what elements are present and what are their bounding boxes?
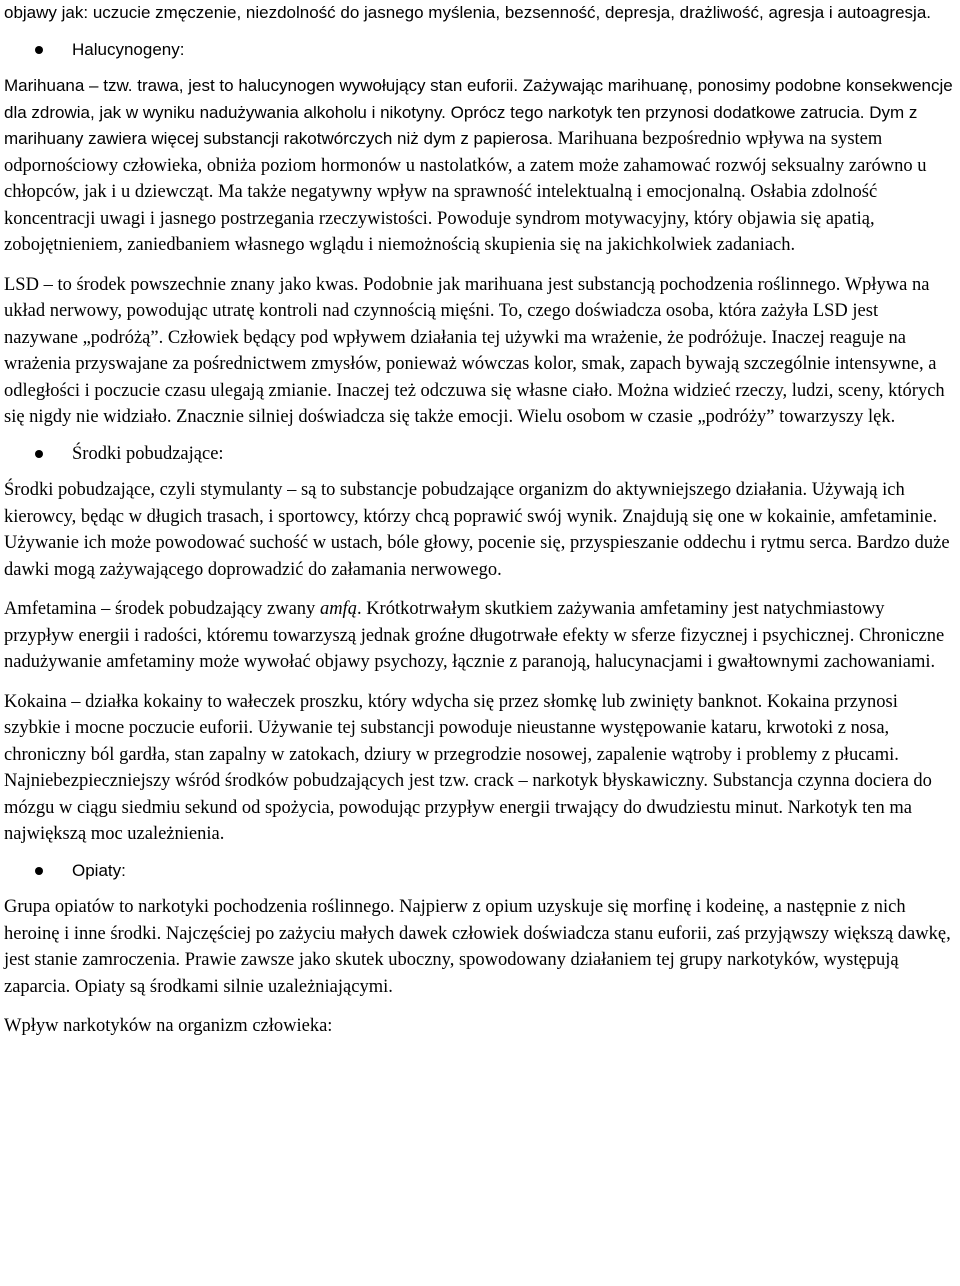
- bullet-dot-icon: [35, 46, 43, 54]
- document-page: [4, 0, 956, 1040]
- paragraph-stymulanty: Środki pobudzające, czyli stymulanty – są to substancje pobudzające organizm do aktywniejszego działania. Używają ich kierowcy, będąc w długich trasach, i sportowcy, którzy chcą poprawić swój wynik. Znajdują się one w kokainie, amfetaminie. Używanie ich może powodować suchość w ustach, bóle głowy, pocenie się, przyspieszanie oddechu i rytmu serca. Bardzo duże dawki mogą zażywającego doprowadzić do załamania nerwowego.: [4, 480, 950, 580]
- amfetamina-emphasis: amfą: [319, 599, 357, 619]
- paragraph-wplyw: Wpływ narkotyków na organizm człowieka:: [4, 1016, 333, 1036]
- amfetamina-text-after: . Krótkotrwałym skutkiem zażywania amfetaminy jest natychmiastowy przypływ energii i radości, któremu towarzyszą jednak groźne długotrwałe efekty w sferze fizycznej i psychicznej. Chroniczne nadużywanie amfetaminy może wywołać objawy psychozy, łącznie z paranoją, halucynacjami i gwałtownymi zachowaniami.: [4, 599, 945, 672]
- paragraph-marihuana: [4, 73, 956, 259]
- paragraph-intro: objawy jak: uczucie zmęczenie, niezdolność do jasnego myślenia, bezsenność, depresja, drażliwość, agresja i autoagresja.: [4, 3, 931, 22]
- marihuana-serif-text: Marihuana bezpośrednio wpływa na system odpornościowy człowieka, obniża poziom hormonów u nastolatków, a zatem może zahamować rozwój seksualny zarówno u chłopców, jak i u dziewcząt. Ma także negatywny wpływ na sprawność intelektualną i emocjonalną. Osłabia zdolność koncentracji uwagi i jasnego postrzegania rzeczywistości. Powoduje syndrom motywacyjny, który objawia się apatią, zobojętnieniem, zaniedbaniem własnego wglądu i niemożnością skupienia się na jakichkolwiek zadaniach.: [4, 129, 927, 255]
- bullet-srodki-pobudzajace: [4, 441, 956, 468]
- paragraph-lsd: LSD – to środek powszechnie znany jako kwas. Podobnie jak marihuana jest substancją pochodzenia roślinnego. Wpływa na układ nerwowy, powodując utratę kontroli nad czynnością mięśni. To, czego doświadcza osoba, która zażyła LSD jest nazywane „podróżą”. Człowiek będący pod wpływem działania tej używki ma wrażenie, że podróżuje. Inaczej reaguje na wrażenia przyswajane za pośrednictwem zmysłów, ponieważ wówczas kolor, smak, zapach bywają szczególnie intensywne, a odległości i poczucie czasu ulegają zmianie. Inaczej też odczuwa się własne ciało. Można widzieć rzeczy, ludzi, sceny, których się nigdy nie widziało. Znacznie silniej doświadcza się także emocji. Wielu osobom w czasie „podróży” towarzyszy lęk.: [4, 274, 945, 427]
- amfetamina-text-before: Amfetamina – środek pobudzający zwany: [4, 599, 320, 619]
- bullet-halucynogeny: [4, 37, 956, 64]
- paragraph-opiaty: Grupa opiatów to narkotyki pochodzenia roślinnego. Najpierw z opium uzyskuje się morfinę i kodeinę, a następnie z nich heroinę i inne środki. Najczęściej po zażyciu małych dawek człowiek doświadcza stanu euforii, zaś przyjąwszy większą dawkę, jest stanie zamroczenia. Prawie zawsze jako skutek uboczny, spowodowany działaniem tej grupy narkotyków, występują zaparcia. Opiaty są środkami silnie uzależniającymi.: [4, 897, 951, 997]
- paragraph-amfetamina: [4, 596, 956, 676]
- paragraph-kokaina: Kokaina – działka kokainy to wałeczek proszku, który wdycha się przez słomkę lub zwinięty banknot. Kokaina przynosi szybkie i mocne poczucie euforii. Używanie tej substancji powoduje nieustanne występowanie kataru, krwotoki z nosa, chroniczny ból gardła, stan zapalny w zatokach, dziury w przegrodzie nosowej, zapalenie wątroby i problemy z płucami. Najniebezpieczniejszy wśród środków pobudzających jest tzw. crack – narkotyk błyskawiczny. Substancja czynna dociera do mózgu w ciągu siedmiu sekund od spożycia, powodując przypływ energii trwający do dwudziestu minut. Narkotyk ten ma największą moc uzależnienia.: [4, 691, 932, 844]
- bullet-opiaty: [4, 858, 956, 885]
- marihuana-sans-text: Marihuana – tzw. trawa, jest to halucynogen wywołujący stan euforii. Zażywając marihuanę, ponosimy podobne konsekwencje dla zdrowia, jak w wyniku nadużywania alkoholu i nikotyny. Oprócz tego narkotyk ten przynosi dodatkowe zatrucia. Dym z marihuany zawiera więcej substancji rakotwórczych niż dym z papierosa.: [4, 76, 953, 148]
- bullet-label: Środki pobudzające:: [72, 443, 224, 464]
- bullet-label: Halucynogeny:: [72, 39, 185, 59]
- bullet-dot-icon: [35, 867, 43, 875]
- bullet-dot-icon: [35, 450, 43, 458]
- bullet-label: Opiaty:: [72, 860, 126, 880]
